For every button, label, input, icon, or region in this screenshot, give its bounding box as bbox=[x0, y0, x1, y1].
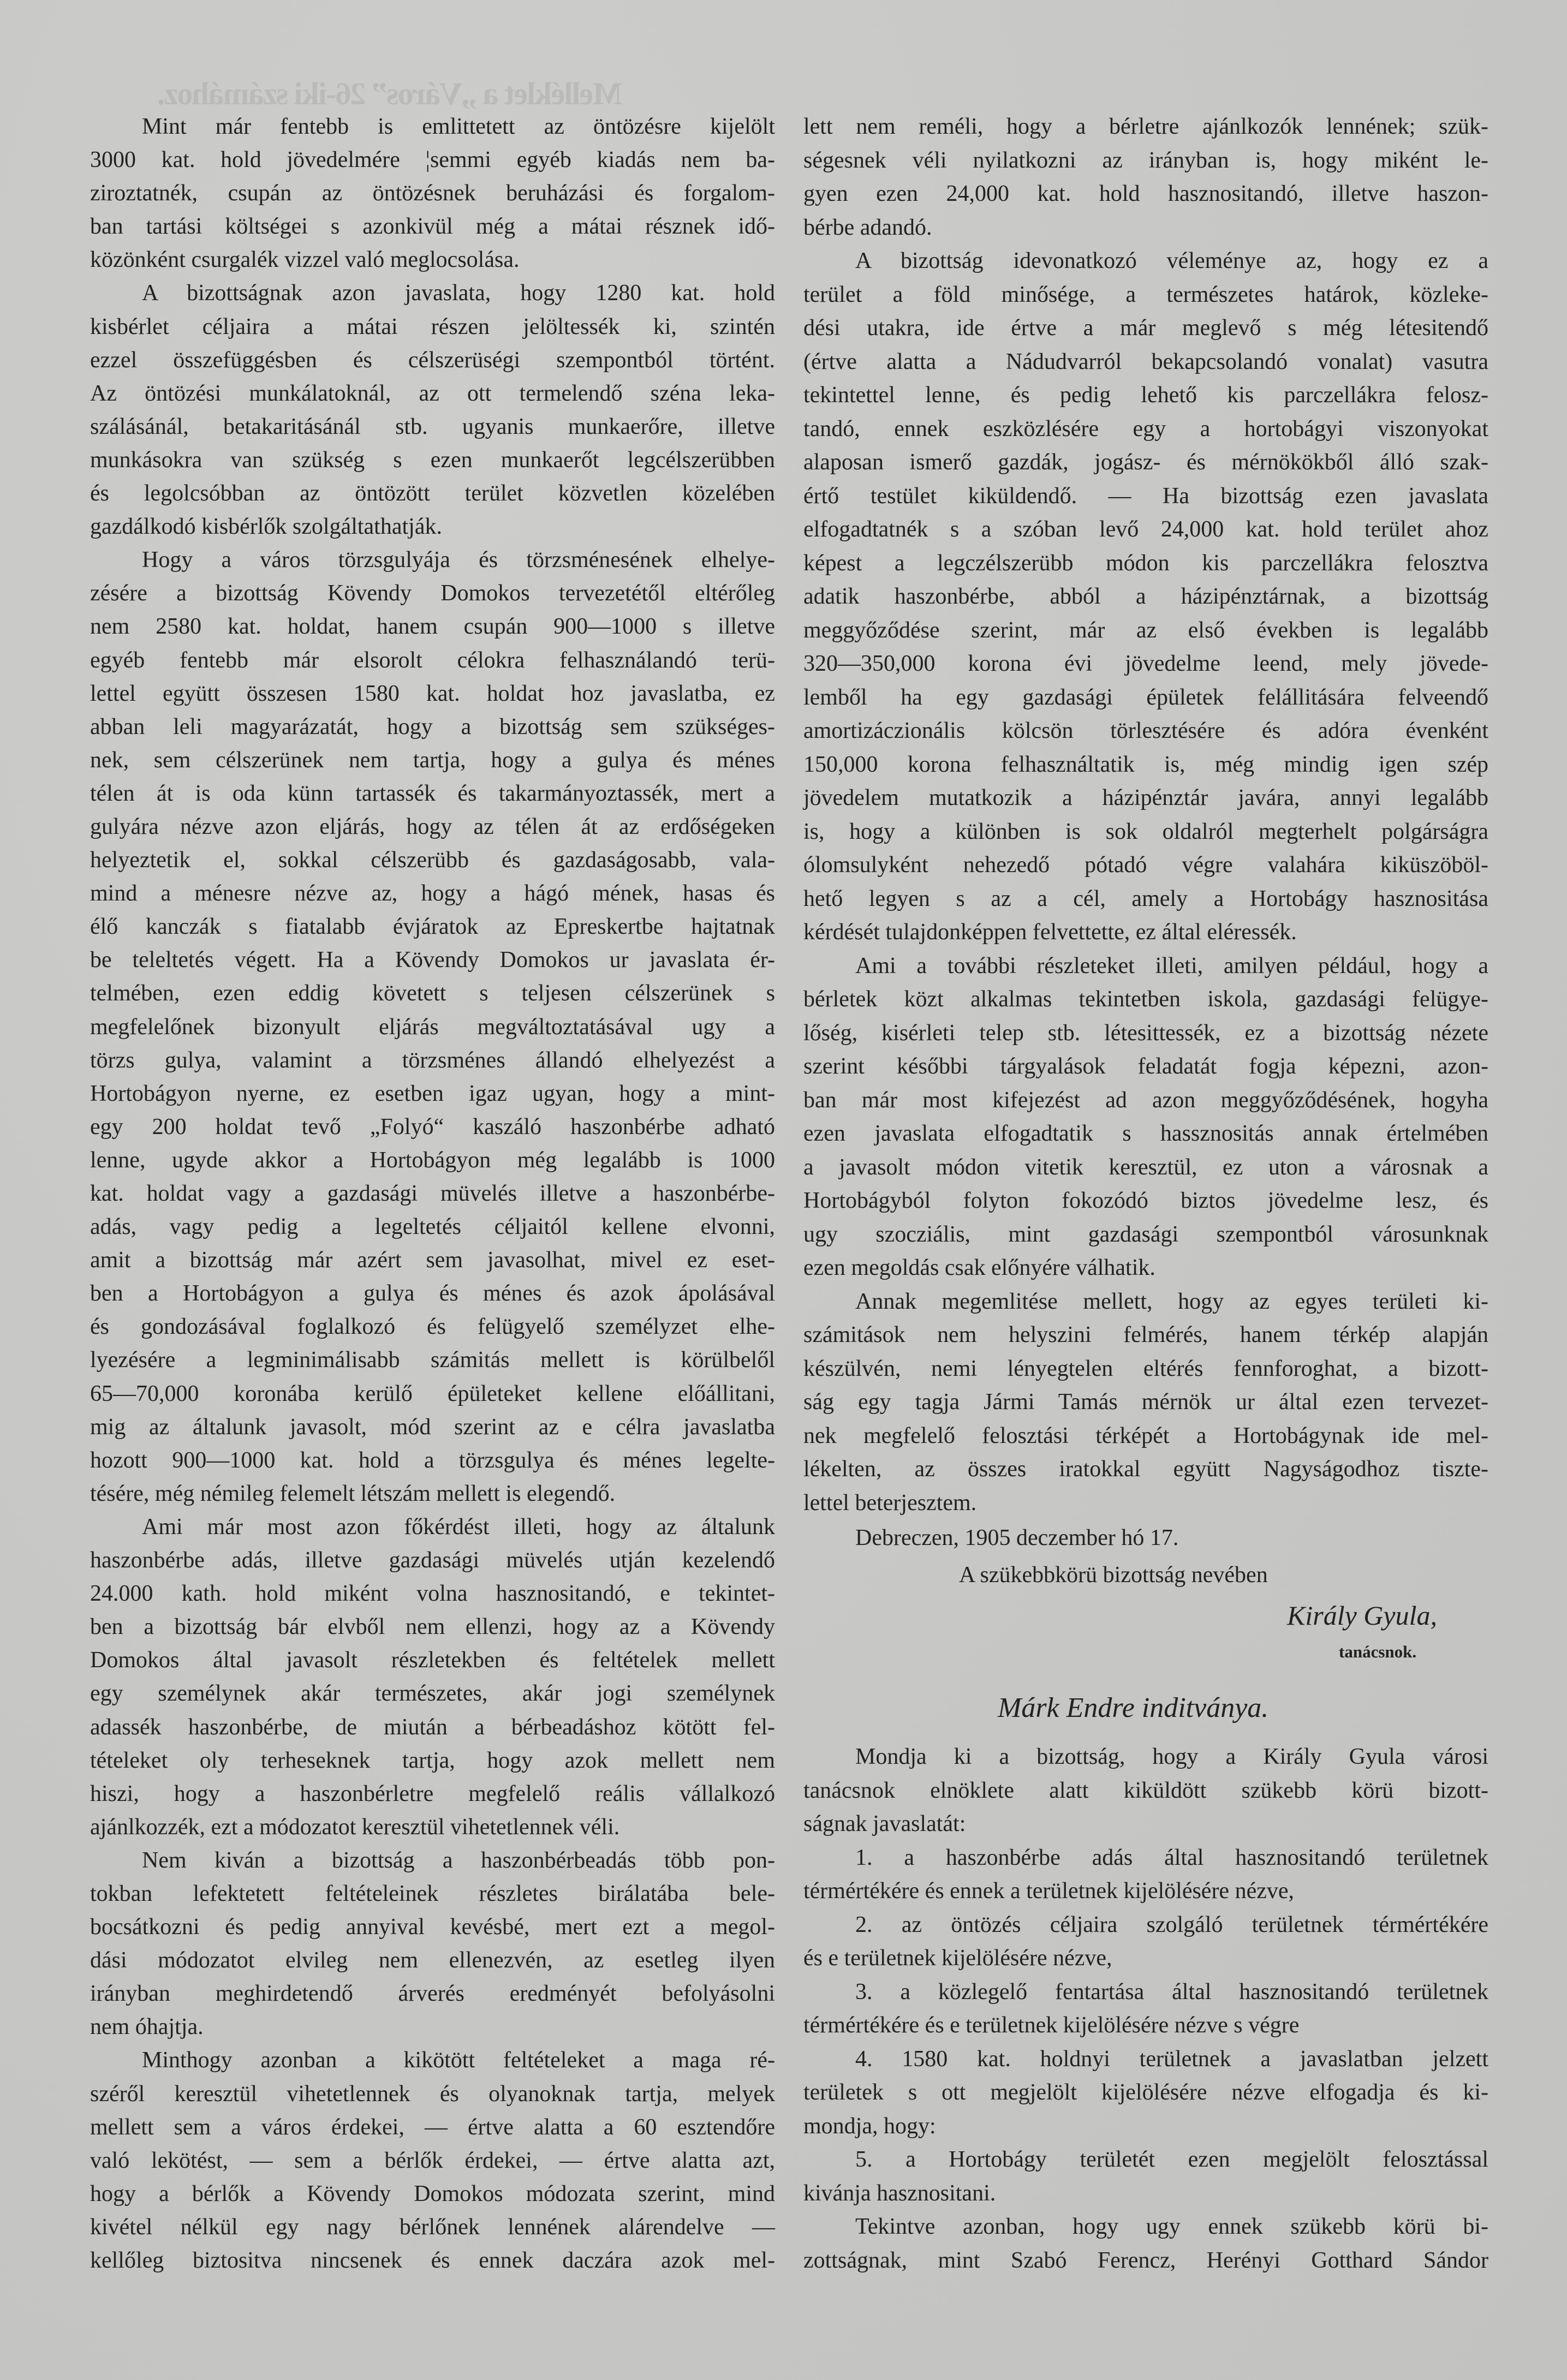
text-line: Az öntözési munkálatoknál, az ott termelendő széna leka- bbox=[90, 380, 775, 406]
text-line: nek, sem célszerünek nem tartja, hogy a gulya és ménes bbox=[90, 747, 775, 773]
text-line: irányban meghirdetendő árverés eredményét befolyásolni bbox=[90, 1981, 775, 2007]
paragraph bbox=[803, 110, 1488, 244]
text-line: adás, vagy pedig a legeltetés céljaitól kellene elvonni, bbox=[90, 1214, 775, 1240]
text-line: hozott 900—1000 kat. hold a törzsgulya és ménes legelte- bbox=[90, 1447, 775, 1473]
text-line: lemből ha egy gazdasági épületek felállitására felveendő bbox=[803, 684, 1488, 710]
text-line: A bizottság idevonatkozó véleménye az, hogy ez a bbox=[855, 248, 1488, 273]
text-line: ólomsulyként nehezedő pótadó végre valahára kiküszöböl- bbox=[803, 852, 1488, 878]
text-line: tésére, még némileg felemelt létszám mellett is elegendő. bbox=[90, 1481, 616, 1506]
text-line: készülvén, nemi lényegtelen eltérés fennforoghat, a bizott- bbox=[803, 1356, 1488, 1381]
text-line: való lekötést, — sem a bérlők érdekei, — értve alatta azt, bbox=[90, 2148, 775, 2173]
text-line: értő testület kiküldendő. — Ha bizottság ezen javaslata bbox=[803, 483, 1488, 509]
text-line: A bizottságnak azon javaslata, hogy 1280 kat. hold bbox=[142, 281, 775, 306]
text-line: területek s ott megjelölt kijelölésére nézve elfogadja és ki- bbox=[803, 2080, 1488, 2105]
text-line: Tekintve azonban, hogy ugy ennek szükebb körü bi- bbox=[855, 2214, 1488, 2239]
text-line: nem 2580 kat. holdat, hanem csupán 900—1000 s illetve bbox=[90, 614, 775, 640]
text-line: kivánja hasznositani. bbox=[803, 2180, 996, 2206]
text-line: 3000 kat. hold jövedelmére ¦semmi egyéb kiadás nem ba- bbox=[90, 147, 775, 173]
text-line: lenne, ugyde akkor a Hortobágyon még legalább is 1000 bbox=[90, 1147, 775, 1173]
text-line: 3. a közlegelő fentartása által hasznositandó területnek bbox=[855, 1979, 1488, 2005]
text-line: egy személynek akár természetes, akár jogi személynek bbox=[90, 1681, 775, 1707]
text-line: helyeztetik el, sokkal célszerübb és gazdaságosabb, vala- bbox=[90, 848, 775, 873]
paragraph bbox=[803, 1740, 1488, 1841]
right-column-report bbox=[803, 110, 1488, 1520]
text-line: Ami már most azon főkérdést illeti, hogy az általunk bbox=[142, 1514, 775, 1540]
text-line: adatik haszonbérbe, abból a házipénztárnak, a bizottság bbox=[803, 584, 1488, 609]
text-line: mondja, hogy: bbox=[803, 2113, 936, 2139]
text-line: hető legyen s az a cél, amely a Hortobágy hasznositása bbox=[803, 886, 1488, 911]
text-line: és gondozásával foglalkozó és felügyelő személyzet elhe- bbox=[90, 1314, 775, 1340]
text-line: Hortobágyon nyerne, ez esetben igaz ugyan, hogy a mint- bbox=[90, 1081, 775, 1106]
text-line: élő kanczák s fiatalabb évjáratok az Epreskertbe hajtatnak bbox=[90, 914, 775, 940]
text-line: ezen javaslata elfogadtatik s hassznositás annak értelmében bbox=[803, 1121, 1488, 1146]
text-line: kellőleg biztositva nincsenek és ennek daczára azok mel- bbox=[90, 2248, 775, 2273]
text-line: hogy a bérlők a Kövendy Domokos módozata szerint, mind bbox=[90, 2181, 775, 2206]
text-line: mellett sem a város érdekei, — értve alatta a 60 esztendőre bbox=[90, 2114, 775, 2140]
section-heading: Márk Endre inditványa. bbox=[998, 1692, 1269, 1723]
text-line: zottságnak, mint Szabó Ferencz, Herényi Gotthard Sándor bbox=[803, 2247, 1488, 2273]
text-line: gyen ezen 24,000 kat. hold hasznositandó, illetve haszon- bbox=[803, 181, 1488, 206]
text-line: jövedelem mutatkozik a házipénztár javára, annyi legalább bbox=[803, 785, 1488, 810]
text-line: ban tartási költségei s azonkivül még a mátai résznek idő- bbox=[90, 214, 775, 240]
signer-title: tanácsnok. bbox=[1339, 1642, 1417, 1661]
right-column-motion bbox=[803, 1740, 1488, 2277]
text-line: tandó, ennek eszközlésére egy a hortobágyi viszonyokat bbox=[803, 416, 1488, 442]
text-line: (értve alatta a Nádudvarról bekapcsolandó vonalat) vasutra bbox=[803, 349, 1488, 374]
text-line: ajánlkozzék, ezt a módozatot keresztül vihetetlennek véli. bbox=[90, 1814, 620, 1840]
text-line: télen át is oda künn tartassék és takarmányoztassék, mert a bbox=[90, 780, 775, 806]
text-line: Annak megemlitése mellett, hogy az egyes területi ki- bbox=[855, 1289, 1488, 1314]
text-line: tanácsnok elnöklete alatt kiküldött szükebb körü bizott- bbox=[803, 1777, 1488, 1803]
paragraph bbox=[803, 2210, 1488, 2277]
paragraph bbox=[803, 1285, 1488, 1520]
paragraph bbox=[90, 1844, 775, 2044]
text-line: alaposan ismerő gazdák, jogász- és mérnökökből álló szak- bbox=[803, 450, 1488, 475]
text-line: amortizáczionális kölcsön törlesztésére és adóra évenként bbox=[803, 718, 1488, 743]
text-line: abban leli magyarázatát, hogy a bizottság sem szükséges- bbox=[90, 714, 775, 739]
text-line: egyéb fentebb már elsorolt célokra felhasználandó terü- bbox=[90, 647, 775, 673]
text-line: ségesnek véli nyilatkozni az irányban is, hogy miként le- bbox=[803, 147, 1488, 173]
text-line: lyezésére a legminimálisabb számitás mellett is körülbelől bbox=[90, 1347, 775, 1373]
text-line: terület a föld minősége, a természetes határok, közleke- bbox=[803, 282, 1488, 307]
text-line: amit a bizottság már azért sem javasolhat, mivel ez eset- bbox=[90, 1248, 775, 1273]
text-line: Minthogy azonban a kikötött feltételeket a maga ré- bbox=[142, 2048, 775, 2073]
paragraph bbox=[90, 110, 775, 277]
text-line: Hortobágyból folyton fokozódó biztos jövedelme lesz, és bbox=[803, 1188, 1488, 1213]
text-line: és e területnek kijelölésére nézve, bbox=[803, 1946, 1112, 1971]
paragraph bbox=[90, 544, 775, 1511]
text-line: a javasolt módon vitetik keresztül, ez uton a városnak a bbox=[803, 1154, 1488, 1180]
text-line: bérbe adandó. bbox=[803, 214, 932, 240]
text-line: térmértékére és ennek a területnek kijelölésére nézve, bbox=[803, 1878, 1295, 1904]
text-line: adassék haszonbérbe, de miután a bérbeadáshoz kötött fel- bbox=[90, 1714, 775, 1740]
text-line: tételeket oly terheseknek tartja, hogy azok mellett nem bbox=[90, 1747, 775, 1773]
text-line: telmében, ezen eddig követett s teljesen célszerünek s bbox=[90, 981, 775, 1006]
text-line: térmértékére és e területnek kijelölésére nézve s végre bbox=[803, 2013, 1300, 2038]
text-line: zésére a bizottság Kövendy Domokos tervezetétől eltérőleg bbox=[90, 581, 775, 606]
text-line: ságnak javaslatát: bbox=[803, 1811, 966, 1836]
bleed-through-header: Melléklet a „Város” 26-iki számához. bbox=[158, 76, 622, 111]
paragraph bbox=[803, 1841, 1488, 1908]
text-line: 150,000 korona felhasználtatik is, még mindig igen szép bbox=[803, 751, 1488, 777]
text-line: Nem kiván a bizottság a haszonbérbeadás több pon- bbox=[142, 1847, 775, 1873]
text-line: széről keresztül vihetetlennek és olyanoknak tartja, melyek bbox=[90, 2081, 775, 2107]
text-line: ugy szocziális, mint gazdasági szempontból városunknak bbox=[803, 1221, 1488, 1247]
signer-name: Király Gyula, bbox=[1287, 1600, 1437, 1631]
text-line: tokban lefektetett feltételeinek részletes birálatába bele- bbox=[90, 1881, 775, 1906]
text-line: ban már most kifejezést ad azon meggyőződésének, hogyha bbox=[803, 1087, 1488, 1113]
text-line: kisbérlet céljaira a mátai részen jelöltessék ki, szintén bbox=[90, 314, 775, 339]
text-line: képest a legczélszerübb módon kis parczellákra felosztva bbox=[803, 550, 1488, 576]
text-line: 5. a Hortobágy területét ezen megjelölt felosztással bbox=[855, 2147, 1488, 2172]
paragraph bbox=[90, 1511, 775, 1844]
text-line: nek megfelelő felosztási térképét a Hortobágynak ide mel- bbox=[803, 1423, 1488, 1448]
text-line: Domokos által javasolt részletekben és feltételek mellett bbox=[90, 1648, 775, 1673]
signature-intro: A szükebbkörü bizottság nevében bbox=[959, 1562, 1268, 1588]
paragraph bbox=[803, 244, 1488, 950]
text-line: bérletek közt alkalmas tekintetben iskola, gazdasági felügye- bbox=[803, 987, 1488, 1012]
paragraph bbox=[803, 1976, 1488, 2043]
text-line: mind a ménesre nézve az, hogy a hágó mének, hasas és bbox=[90, 881, 775, 906]
text-line: lettel együtt összesen 1580 kat. holdat hoz javaslatba, ez bbox=[90, 681, 775, 706]
text-line: 4. 1580 kat. holdnyi területnek a javaslatban jelzett bbox=[855, 2046, 1488, 2072]
text-line: kat. holdat vagy a gazdasági müvelés illetve a haszonbérbe- bbox=[90, 1181, 775, 1206]
text-line: dési utakra, ide értve a már meglevő s még létesitendő bbox=[803, 315, 1488, 341]
text-line: lékelten, az összes iratokkal együtt Nagyságodhoz tiszte- bbox=[803, 1457, 1488, 1482]
text-line: be teleltetés végett. Ha a Kövendy Domokos ur javaslata ér- bbox=[90, 947, 775, 973]
text-line: Mondja ki a bizottság, hogy a Király Gyula városi bbox=[855, 1744, 1488, 1769]
text-line: meggyőződése szerint, már az első években is legalább bbox=[803, 617, 1488, 643]
text-line: 24.000 kath. hold miként volna hasznositandó, e tekintet- bbox=[90, 1581, 775, 1607]
text-line: ezzel összefüggésben és célszerüségi szempontból történt. bbox=[90, 347, 775, 373]
text-line: ság egy tagja Jármi Tamás mérnök ur által ezen tervezet- bbox=[803, 1389, 1488, 1415]
left-column bbox=[90, 110, 775, 2277]
text-line: ezen megoldás csak előnyére válhatik. bbox=[803, 1255, 1155, 1280]
text-line: hiszi, hogy a haszonbérletre megfelelő reális vállalkozó bbox=[90, 1781, 775, 1806]
text-line: lettel beterjesztem. bbox=[803, 1490, 977, 1516]
text-line: bocsátkozni és pedig annyival kevésbé, mert ezt a megol- bbox=[90, 1914, 775, 1940]
text-line: ziroztatnék, csupán az öntözésnek beruházási és forgalom- bbox=[90, 181, 775, 206]
text-line: megfelelőnek bizonyult eljárás megváltoztatásával ugy a bbox=[90, 1014, 775, 1040]
text-line: elfogadtatnék s a szóban levő 24,000 kat. hold terület ahoz bbox=[803, 517, 1488, 542]
text-line: munkásokra van szükség s ezen munkaerőt legcélszerübben bbox=[90, 447, 775, 473]
text-line: 2. az öntözés céljaira szolgáló területnek térmértékére bbox=[855, 1912, 1488, 1937]
text-line: tekintettel lenne, és pedig lehető kis parczellákra felosz- bbox=[803, 383, 1488, 408]
paragraph bbox=[90, 2044, 775, 2277]
text-line: lőség, kisérleti telep stb. létesittessék, ez a bizottság nézete bbox=[803, 1020, 1488, 1046]
text-line: közönként csurgalék vizzel való meglocsolása. bbox=[90, 247, 520, 273]
text-line: is, hogy a különben is sok oldalról megterhelt polgárságra bbox=[803, 819, 1488, 844]
text-line: kivétel nélkül egy nagy bérlőnek lennének alárendelve — bbox=[90, 2214, 775, 2240]
text-line: szerint későbbi tárgyalások feladatát fogja képezni, azon- bbox=[803, 1054, 1488, 1079]
text-line: nem óhajtja. bbox=[90, 2014, 204, 2040]
text-line: szálásánál, betakaritásánál stb. ugyanis munkaerőre, illetve bbox=[90, 414, 775, 439]
text-line: és legolcsóbban az öntözött terület közvetlen közelében bbox=[90, 481, 775, 506]
paragraph bbox=[803, 950, 1488, 1285]
text-line: 65—70,000 koronába kerülő épületeket kellene előállitani, bbox=[90, 1381, 775, 1406]
text-line: számitások nem helyszini felmérés, hanem térkép alapján bbox=[803, 1322, 1488, 1347]
text-line: lett nem reméli, hogy a bérletre ajánlkozók lennének; szük- bbox=[803, 114, 1488, 139]
text-line: Hogy a város törzsgulyája és törzsménesének elhelye- bbox=[142, 547, 775, 573]
text-line: törzs gulya, valamint a törzsménes állandó elhelyezést a bbox=[90, 1047, 775, 1073]
text-line: dási módozatot elvileg nem ellenezvén, az esetleg ilyen bbox=[90, 1948, 775, 1973]
paragraph bbox=[803, 2143, 1488, 2210]
text-line: egy 200 holdat tevő „Folyó“ kaszáló haszonbérbe adható bbox=[90, 1114, 775, 1140]
text-line: gazdálkodó kisbérlők szolgáltathatják. bbox=[90, 514, 442, 540]
text-line: kérdését tulajdonképpen felvettette, ez által eléressék. bbox=[803, 920, 1297, 945]
text-line: ben a bizottság bár elvből nem ellenzi, hogy az a Kövendy bbox=[90, 1614, 775, 1640]
text-line: gulyára nézve azon eljárás, hogy az télen át az erdőségeken bbox=[90, 814, 775, 839]
paragraph bbox=[90, 277, 775, 544]
paragraph bbox=[803, 1908, 1488, 1976]
text-line: mig az általunk javasolt, mód szerint az e célra javaslatba bbox=[90, 1414, 775, 1440]
text-line: 1. a haszonbérbe adás által hasznositandó területnek bbox=[855, 1845, 1488, 1870]
text-line: Ami a további részleteket illeti, amilyen például, hogy a bbox=[855, 953, 1488, 979]
paragraph bbox=[803, 2043, 1488, 2144]
date-line: Debreczen, 1905 deczember hó 17. bbox=[855, 1525, 1179, 1550]
text-line: ben a Hortobágyon a gulya és ménes és azok ápolásával bbox=[90, 1281, 775, 1307]
text-line: haszonbérbe adás, illetve gazdasági müvelés utján kezelendő bbox=[90, 1548, 775, 1573]
text-line: Mint már fentebb is emlittetett az öntözésre kijelölt bbox=[142, 114, 775, 139]
text-line: 320—350,000 korona évi jövedelme leend, mely jövede- bbox=[803, 651, 1488, 676]
